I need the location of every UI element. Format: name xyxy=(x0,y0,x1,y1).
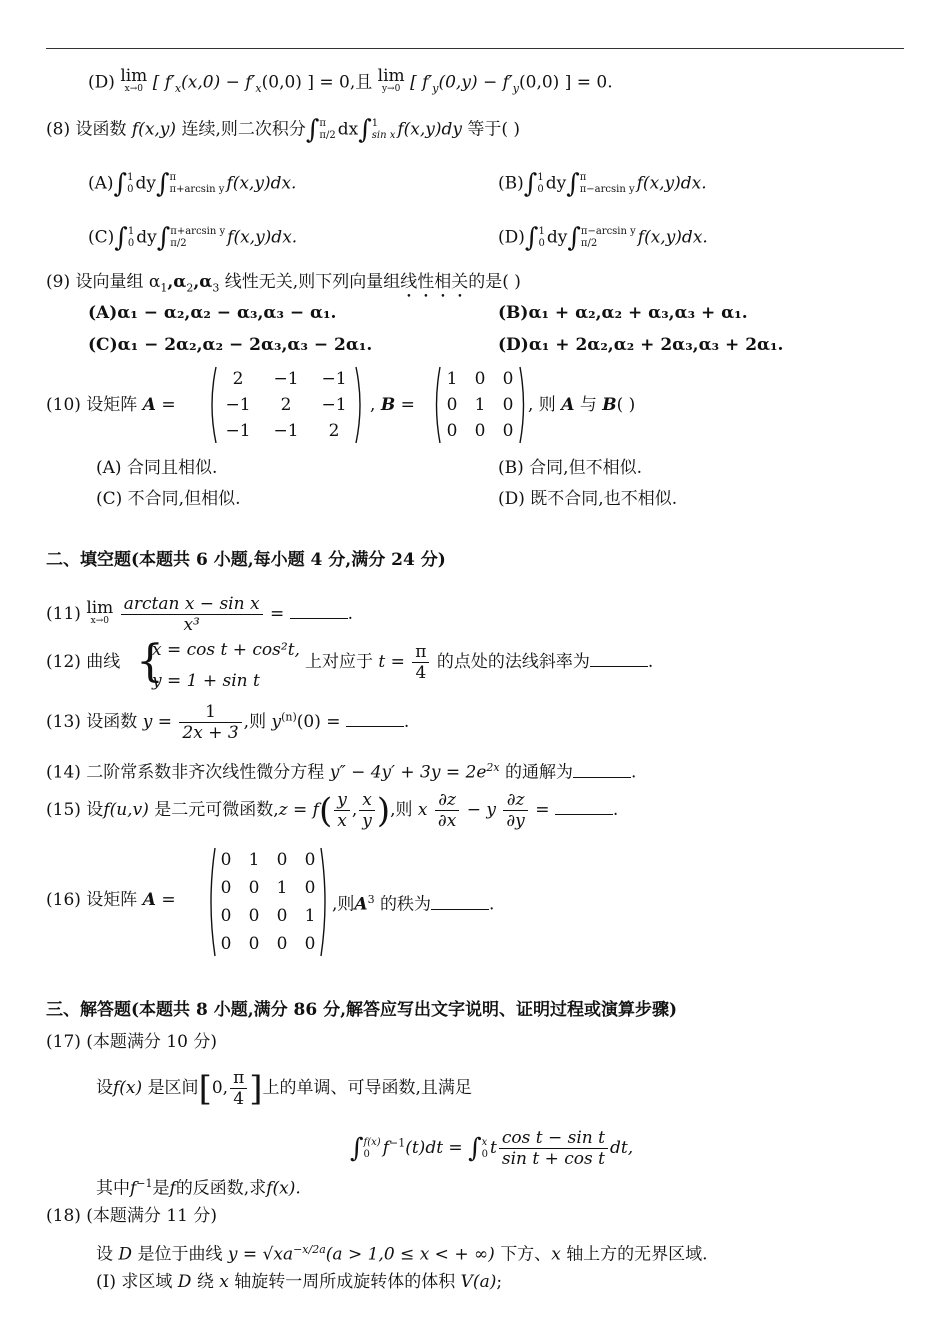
q16-tail: ,则$A^3$ 的秩为 . xyxy=(332,893,495,915)
matrix-cell: 0 xyxy=(248,906,260,926)
matrix-cell: 0 xyxy=(276,906,288,926)
matrix-cell: −1 xyxy=(225,421,251,441)
matrix-cell: 1 xyxy=(304,906,316,926)
q8-option-b: (B)∫1 0 dy∫π π−arcsin y f(x,y)dx. xyxy=(498,169,707,199)
matrix-cell: 0 xyxy=(502,421,514,441)
q17-equation: ∫f(x) 0 $f^{-1}(t)dt = \int x$ 0 t $\frac{\text{cos t − sin t}}{\text{sin t + cos t}}$ dt, xyxy=(350,1128,634,1169)
matrix-cell: 0 xyxy=(248,878,260,898)
section-3-heading: 三、解答题(本题共 8 小题,满分 86 分,解答应写出文字说明、证明过程或演算步骤) xyxy=(46,1000,678,1020)
q10-option-a: (A) 合同且相似. xyxy=(96,458,218,478)
matrix-cell: 0 xyxy=(248,934,260,954)
matrix-cell: −1 xyxy=(225,395,251,415)
q10-option-d: (D) 既不合同,也不相似. xyxy=(498,489,678,509)
q16-label: (16) 设矩阵 A = xyxy=(46,890,176,910)
q9-option-a: (A)α₁ − α₂,α₂ − α₃,α₃ − α₁. xyxy=(88,303,337,323)
q12-eq2: y = 1 + sin t xyxy=(152,671,260,691)
matrix-cell: 2 xyxy=(328,421,340,441)
matrix-cell: −1 xyxy=(273,421,299,441)
matrix-cell: 2 xyxy=(232,369,244,389)
q13: (13) 设函数 y = $\frac{1}{2x + 3}$ ,则 $y^{(n)}(0)$ = . xyxy=(46,702,410,743)
q7-option-d: (D) lim x→0 [ $f'_x(x,0) - f'_x(0,0)$ ] = 0,且 lim y→0 [ $f'_y(0,y) - f'_y(0,0)$ ] = 0. xyxy=(88,66,613,95)
q10-option-c: (C) 不合同,但相似. xyxy=(96,489,241,509)
matrix-cell: 0 xyxy=(304,934,316,954)
answer-blank xyxy=(346,712,404,727)
matrix-cell: 0 xyxy=(276,934,288,954)
matrix-cell: 0 xyxy=(220,934,232,954)
matrix-cell: 0 xyxy=(446,421,458,441)
integral-sign: ∫ xyxy=(358,115,372,145)
matrix-cell: 0 xyxy=(304,850,316,870)
q18-line1: 设 D 是位于曲线 $y = √xa^{-x/2a}(a > 1,0 \le x$ < + ∞) 下方、x 轴上方的无界区域. xyxy=(96,1243,708,1265)
system-brace: { xyxy=(136,636,164,687)
q14: (14) 二阶常系数非齐次线性微分方程 $y'' - 4y' + 3y = 2e^{2x}$ 的通解为 . xyxy=(46,761,637,783)
q10-option-b: (B) 合同,但不相似. xyxy=(498,458,642,478)
q18-line2: (Ⅰ) 求区域 D 绕 x 轴旋转一周所成旋转体的体积 V(a); xyxy=(96,1272,503,1292)
matrix-cell: 1 xyxy=(446,369,458,389)
q10-stem: (10) 设矩阵 A = xyxy=(46,395,176,415)
matrix-cell: 1 xyxy=(248,850,260,870)
answer-blank xyxy=(431,895,489,910)
q12-label: (12) 曲线 xyxy=(46,652,121,672)
q10-tail: , 则 A 与 B( ) xyxy=(528,395,636,415)
q18-label: (18) (本题满分 11 分) xyxy=(46,1206,218,1226)
q9-stem: (9) 设向量组 $\alpha_1,\alpha_2,\alpha_3$ 线性无关,则下列向量组线性相关的是( ) xyxy=(46,272,521,295)
q12-eq1: x = cos t + cos²t, xyxy=(152,640,300,660)
matrix-cell: 1 xyxy=(276,878,288,898)
q10-b-label: , B = xyxy=(370,395,415,415)
matrix-cell: −1 xyxy=(321,369,347,389)
matrix-16 xyxy=(212,846,324,958)
matrix-cell: 0 xyxy=(474,421,486,441)
q15: (15) 设f(u,v) 是二元可微函数,z = f( $\frac{y}{x}$ , $\frac{x}{y}$ ),则 x $\frac{\partial z}{\partial x}$ − y $\frac{\partial z}{\partial y}$ = . xyxy=(46,790,619,831)
integral-sign: ∫ xyxy=(305,115,320,145)
q8-stem: (8) 设函数 f(x,y) 连续,则二次积分∫π π/2 dx∫1 sin x f(x,y)dy 等于( ) xyxy=(46,115,521,145)
matrix-cell: 0 xyxy=(502,369,514,389)
answer-blank xyxy=(573,763,631,778)
matrix-cell: 0 xyxy=(474,369,486,389)
q11: (11) lim x→0 $\frac{\text{arctan x − sin x}}{\text{x³}}$ = . xyxy=(46,594,354,635)
matrix-cell: 0 xyxy=(276,850,288,870)
q17-label: (17) (本题满分 10 分) xyxy=(46,1032,218,1052)
matrix-cell: 1 xyxy=(474,395,486,415)
matrix-b xyxy=(438,366,522,444)
q12-rest: 上对应于 t = $\frac{\pi}{4}$ 的点处的法线斜率为 . xyxy=(305,642,654,683)
matrix-cell: 0 xyxy=(446,395,458,415)
answer-blank xyxy=(590,652,648,667)
q9-option-c: (C)α₁ − 2α₂,α₂ − 2α₃,α₃ − 2α₁. xyxy=(88,335,373,355)
q17-line3: 其中$f^{-1}$是f的反函数,求f(x). xyxy=(96,1177,301,1199)
matrix-cell: −1 xyxy=(321,395,347,415)
q8-option-a: (A)∫1 0 dy∫π π+arcsin y f(x,y)dx. xyxy=(88,169,297,199)
q8-option-c: (C)∫1 0 dy∫π+arcsin y π/2 f(x,y)dx. xyxy=(88,223,298,253)
matrix-cell: 0 xyxy=(220,850,232,870)
top-rule xyxy=(46,48,904,49)
answer-blank xyxy=(290,604,348,619)
matrix-cell: 2 xyxy=(280,395,292,415)
q8-option-d: (D)∫1 0 dy∫π−arcsin y π/2 f(x,y)dx. xyxy=(498,223,708,253)
matrix-a xyxy=(214,366,358,444)
section-2-heading: 二、填空题(本题共 6 小题,每小题 4 分,满分 24 分) xyxy=(46,550,446,570)
matrix-cell: 0 xyxy=(220,878,232,898)
matrix-cell: 0 xyxy=(220,906,232,926)
matrix-cell: −1 xyxy=(273,369,299,389)
q9-option-d: (D)α₁ + 2α₂,α₂ + 2α₃,α₃ + 2α₁. xyxy=(498,335,784,355)
q17-line1: 设f(x) 是区间[0, $\frac{\pi}{4}$ ]上的单调、可导函数,且满足 xyxy=(96,1068,472,1109)
q9-option-b: (B)α₁ + α₂,α₂ + α₃,α₃ + α₁. xyxy=(498,303,748,323)
matrix-cell: 0 xyxy=(502,395,514,415)
matrix-cell: 0 xyxy=(304,878,316,898)
answer-blank xyxy=(555,800,613,815)
